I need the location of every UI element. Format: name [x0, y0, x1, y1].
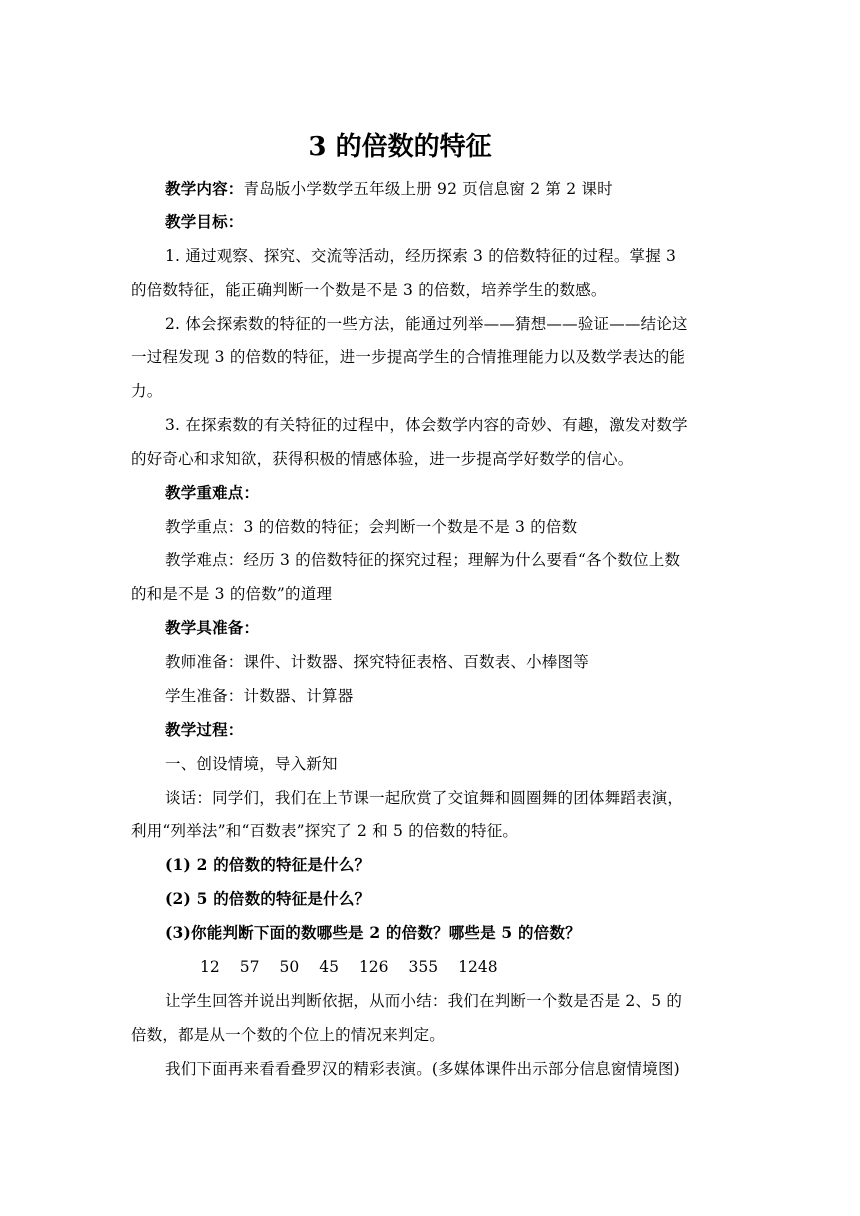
objective-2-line-2: 一过程发现 3 的倍数的特征，进一步提高学生的合情推理能力以及数学表达的能 [131, 348, 686, 366]
process-heading: 教学过程： [165, 720, 244, 739]
objectives-heading: 教学目标： [165, 212, 244, 231]
number-item: 12 [200, 958, 220, 976]
number-item: 45 [319, 958, 339, 976]
student-preparation: 学生准备：计数器、计算器 [165, 687, 354, 705]
number-item: 50 [279, 958, 300, 976]
number-item: 126 [358, 958, 389, 976]
objective-1-line-1: 1. 通过观察、探究、交流等活动，经历探索 3 的倍数特征的过程。掌握 3 [165, 247, 677, 265]
teaching-content-text: 青岛版小学数学五年级上册 92 页信息窗 2 第 2 课时 [243, 180, 613, 198]
teaching-difficulty-line-1: 教学难点：经历 3 的倍数特征的探究过程；理解为什么要看“各个数位上数 [165, 551, 681, 569]
number-item: 1248 [458, 958, 498, 976]
talk-line-1: 谈话：同学们，我们在上节课一起欣赏了交谊舞和圆圈舞的团体舞蹈表演， [165, 789, 684, 807]
preparation-heading: 教学具准备： [165, 618, 260, 637]
teacher-preparation: 教师准备：课件、计数器、探究特征表格、百数表、小棒图等 [165, 653, 589, 671]
section-1-heading: 一、创设情境，导入新知 [165, 755, 338, 773]
teaching-content-label: 教学内容： [165, 179, 244, 198]
objective-3-line-1: 3. 在探索数的有关特征的过程中，体会数学内容的奇妙、有趣，激发对数学 [165, 416, 688, 434]
teaching-content [165, 177, 613, 201]
question-1: (1) 2 的倍数的特征是什么？ [165, 855, 371, 874]
teaching-focus: 教学重点：3 的倍数的特征；会判断一个数是不是 3 的倍数 [165, 518, 578, 536]
page-title: 3 的倍数的特征 [308, 132, 492, 162]
talk-line-2: 利用“列举法”和“百数表”探究了 2 和 5 的倍数的特征。 [131, 822, 519, 840]
key-points-heading: 教学重难点： [165, 483, 260, 502]
next-activity: 我们下面再来看看叠罗汉的精彩表演。(多媒体课件出示部分信息窗情境图) [165, 1060, 680, 1078]
summary-line-2: 倍数，都是从一个数的个位上的情况来判定。 [131, 1026, 446, 1044]
objective-3-line-2: 的好奇心和求知欲，获得积极的情感体验，进一步提高学好数学的信心。 [131, 450, 634, 468]
objective-2-line-1: 2. 体会探索数的特征的一些方法，能通过列举——猜想——验证——结论这 [165, 315, 688, 333]
objective-2-line-3: 力。 [131, 382, 163, 400]
objective-1-line-2: 的倍数特征，能正确判断一个数是不是 3 的倍数，培养学生的数感。 [131, 281, 607, 299]
number-item: 57 [239, 958, 260, 976]
question-2: (2) 5 的倍数的特征是什么？ [165, 889, 371, 908]
teaching-difficulty-line-2: 的和是不是 3 的倍数”的道理 [131, 585, 333, 603]
number-list [200, 955, 518, 979]
summary-line-1: 让学生回答并说出判断依据，从而小结：我们在判断一个数是否是 2、5 的 [165, 992, 683, 1010]
number-item: 355 [408, 958, 439, 976]
question-3: (3)你能判断下面的数哪些是 2 的倍数？哪些是 5 的倍数？ [165, 923, 581, 942]
